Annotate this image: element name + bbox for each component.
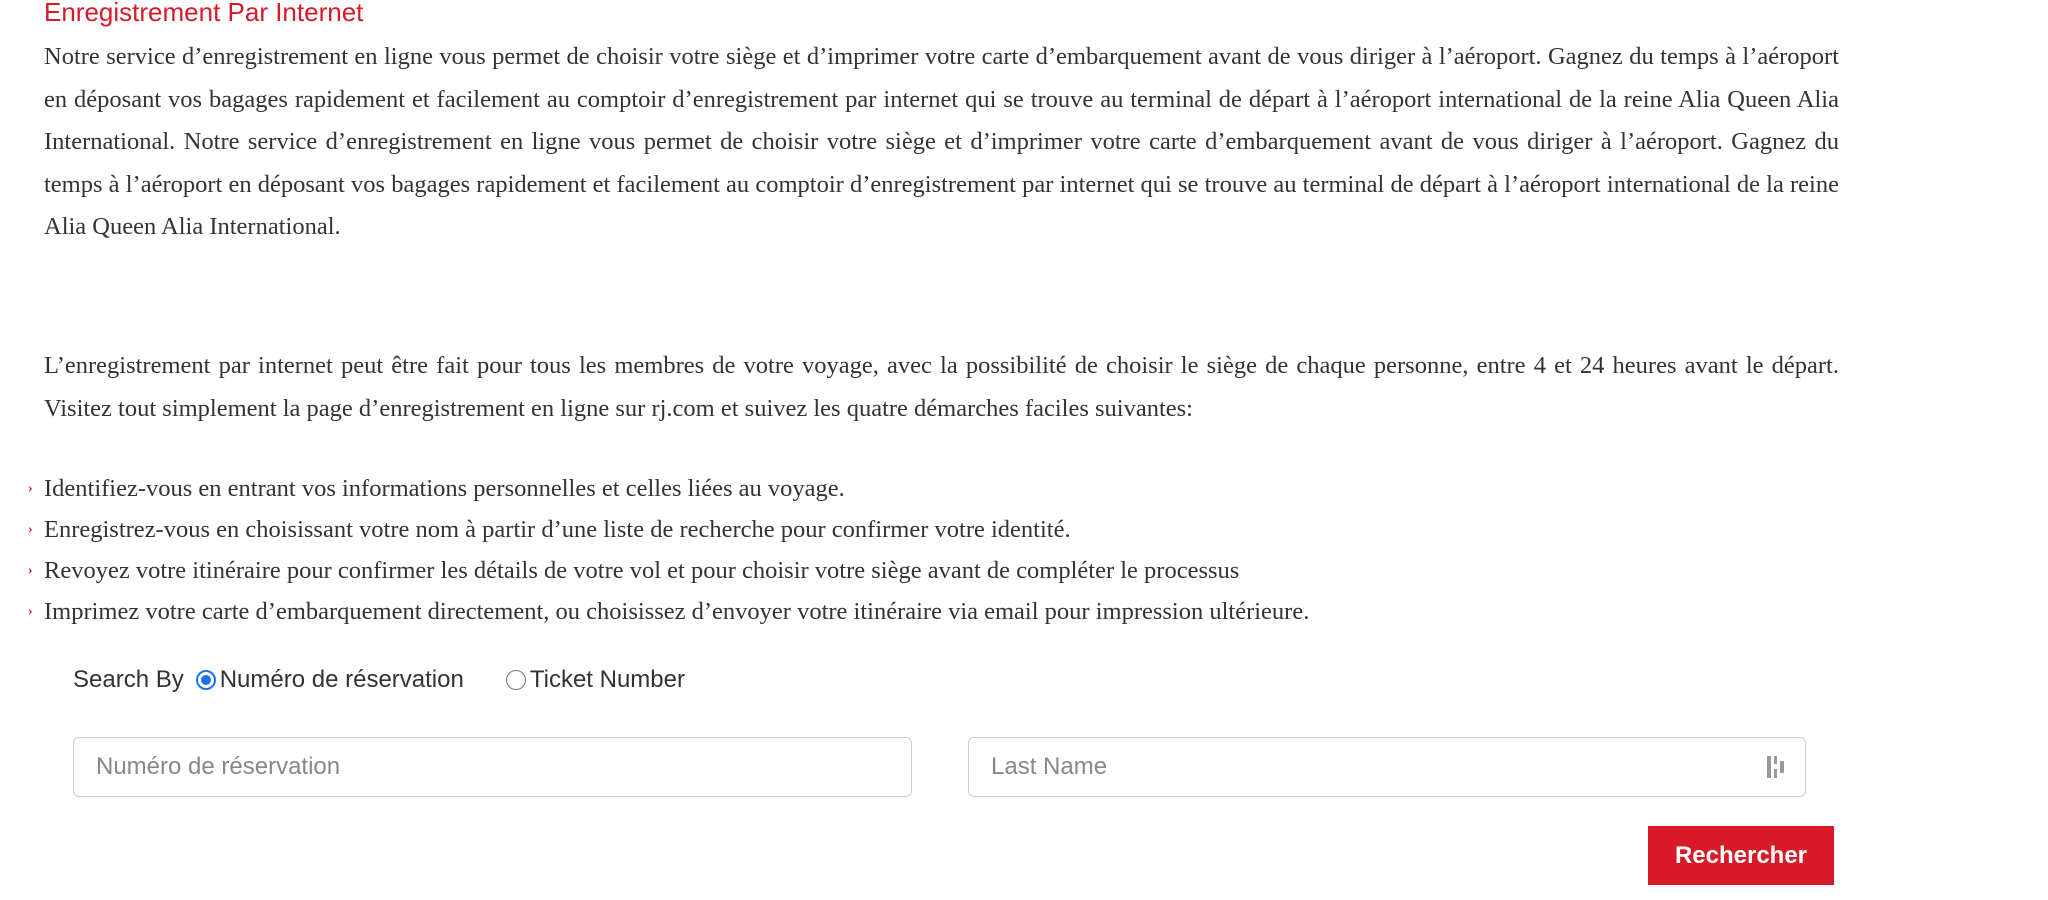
last-name-placeholder: Last Name: [991, 753, 1108, 780]
list-item: [28, 468, 1309, 509]
list-item: [28, 550, 1309, 591]
steps-list: [28, 468, 1309, 632]
list-item: [28, 509, 1309, 550]
last-name-input[interactable]: [968, 737, 1806, 797]
radio-ticket-number-label[interactable]: Ticket Number: [529, 666, 685, 693]
search-button[interactable]: Rechercher: [1648, 826, 1834, 885]
list-item: [28, 591, 1309, 632]
chevron-bullet-icon: ›: [28, 604, 33, 619]
search-by-group: [73, 662, 685, 698]
chevron-bullet-icon: ›: [28, 522, 33, 537]
intro-paragraph: Notre service d’enregistrement en ligne vous permet de choisir votre siège et d’imprimer votre carte d’embarquement avant de vous diriger à l’aéroport. Gagnez du temps à l’aéroport en déposant vos bagages rapidement et facilement au comptoir d’enregistrement par internet qui se trouve au terminal de départ à l’aéroport international de la reine Alia Queen Alia International. Notre service d’enregistrement en ligne vous permet de choisir votre siège et d’imprimer votre carte d’embarquement avant de vous diriger à l’aéroport. Gagnez du temps à l’aéroport en déposant vos bagages rapidement et facilement au comptoir d’enregistrement par internet qui se trouve au terminal de départ à l’aéroport international de la reine Alia Queen Alia International.: [44, 43, 1839, 240]
chevron-bullet-icon: ›: [28, 481, 33, 496]
step-text: Revoyez votre itinéraire pour confirmer les détails de votre vol et pour choisir votre siège avant de compléter le processus: [44, 557, 1240, 584]
booking-number-placeholder: Numéro de réservation: [96, 753, 341, 780]
radio-booking-number[interactable]: [196, 670, 216, 690]
chevron-bullet-icon: ›: [28, 563, 33, 578]
step-text: Imprimez votre carte d’embarquement directement, ou choisissez d’envoyer votre itinéraire via email pour impression ultérieure.: [44, 598, 1310, 625]
radio-booking-number-label[interactable]: Numéro de réservation: [219, 666, 464, 693]
page-heading: Enregistrement Par Internet: [44, 0, 364, 27]
step-text: Identifiez-vous en entrant vos informations personnelles et celles liées au voyage.: [44, 475, 845, 502]
password-manager-icon[interactable]: [1765, 754, 1787, 780]
instructions-paragraph: L’enregistrement par internet peut être fait pour tous les membres de votre voyage, avec la possibilité de choisir le siège de chaque personne, entre 4 et 24 heures avant le départ. Visitez tout simplement la page d’enregistrement en ligne sur rj.com et suivez les quatre démarches faciles suivantes:: [44, 352, 1839, 422]
radio-ticket-number[interactable]: [506, 670, 526, 690]
step-text: Enregistrez-vous en choisissant votre nom à partir d’une liste de recherche pour confirmer votre identité.: [44, 516, 1071, 543]
search-by-label: Search By: [73, 666, 184, 693]
booking-number-input[interactable]: [73, 737, 912, 797]
